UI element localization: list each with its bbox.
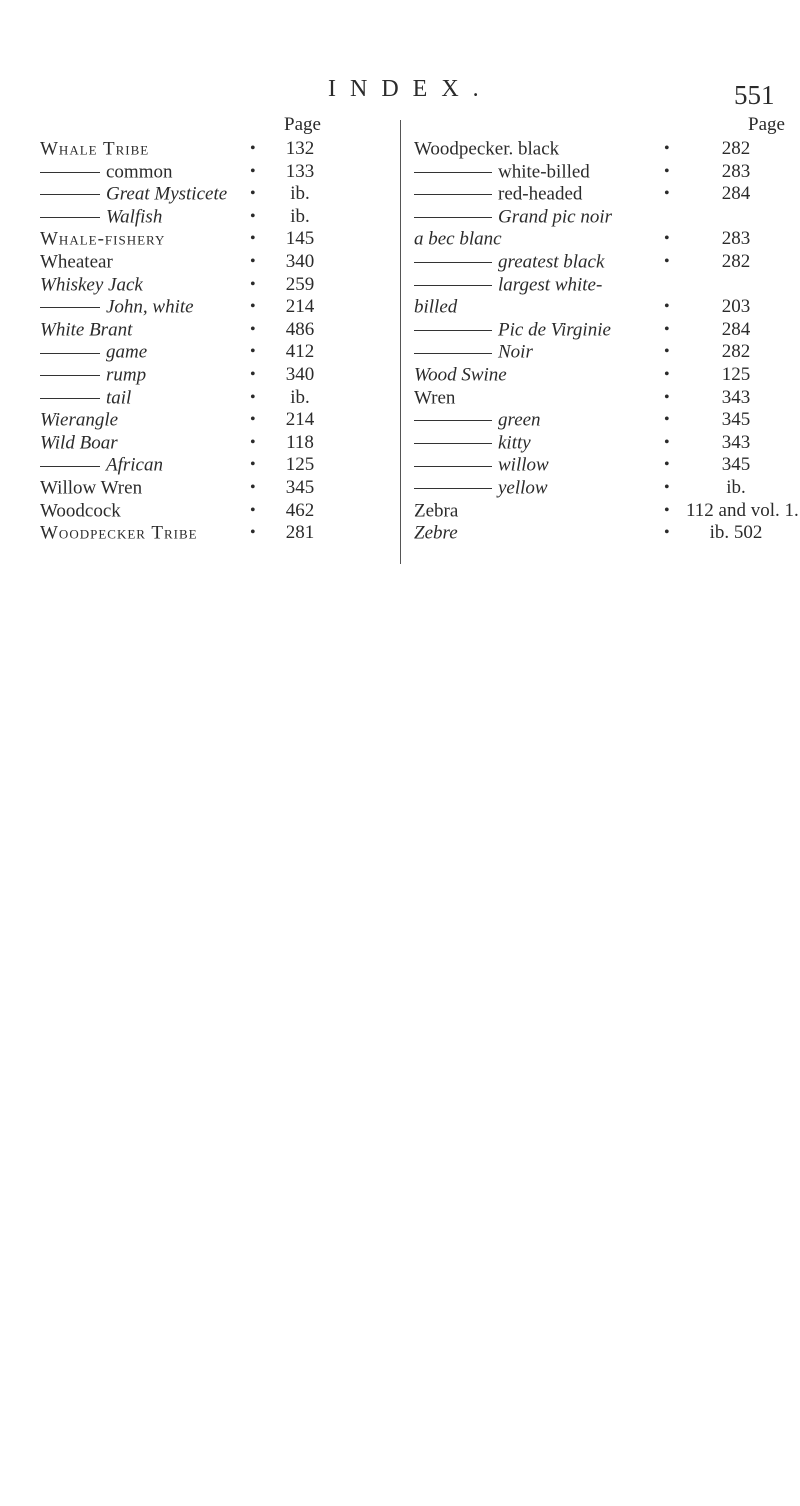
entry-label: Pic de Virginie (498, 319, 611, 341)
index-entry (414, 454, 784, 476)
ditto-rule (414, 172, 492, 173)
leader-dot: • (664, 140, 670, 157)
entry-label: largest white- (498, 274, 603, 296)
entry-page-number: 112 and vol. 1. (686, 499, 799, 521)
entry-page-number: 214 (285, 296, 315, 318)
page-column-heading: Page (748, 114, 785, 135)
header-page-number: 551 (734, 80, 775, 110)
ditto-rule (414, 466, 492, 467)
leader-dot: • (250, 411, 256, 429)
index-entry (414, 228, 784, 250)
leader-dot: • (664, 253, 670, 270)
leader-dot: • (250, 275, 256, 293)
index-entry (414, 522, 784, 544)
entry-page-number: 345 (721, 454, 751, 476)
index-entry (414, 364, 784, 386)
leader-dot: • (664, 456, 670, 474)
index-entry (40, 161, 386, 183)
entry-label: Wren (414, 387, 456, 409)
entry-page-number: 340 (285, 251, 315, 272)
entry-page-number: 145 (285, 228, 315, 250)
index-entry (414, 341, 784, 363)
entry-page-number: 133 (285, 160, 315, 182)
entry-label: Whale-fishery (40, 229, 166, 251)
entry-page-number: 282 (721, 251, 751, 272)
entry-page-number: 132 (285, 138, 315, 159)
leader-dot: • (664, 411, 670, 429)
running-header (0, 72, 800, 108)
entry-label: Walfish (106, 206, 163, 228)
ditto-rule (414, 353, 492, 354)
index-entry (414, 161, 784, 183)
ditto-rule (40, 307, 100, 308)
index-entry (40, 409, 386, 431)
ditto-rule (40, 194, 100, 195)
leader-dot: • (664, 501, 670, 519)
leader-dot: • (664, 388, 670, 406)
leader-dot: • (664, 298, 670, 316)
entry-page-number: 343 (721, 386, 751, 408)
entry-label: willow (498, 455, 549, 477)
entry-label: Whiskey Jack (40, 274, 143, 296)
leader-dot: • (250, 456, 256, 474)
entry-page-number: 281 (285, 522, 315, 544)
entry-label: green (498, 409, 541, 431)
leader-dot: • (250, 433, 256, 451)
ditto-rule (40, 353, 100, 354)
entry-page-number: ib. (726, 477, 746, 498)
entry-label: Woodcock (40, 500, 121, 522)
index-entry (40, 296, 386, 318)
leader-dot: • (250, 388, 256, 406)
entry-page-number: 125 (285, 454, 315, 476)
entry-label: Wood Swine (414, 364, 507, 386)
index-entry (40, 522, 386, 544)
ditto-rule (40, 466, 100, 467)
entry-label: tail (106, 387, 132, 409)
column-divider (400, 120, 401, 564)
leader-dot: • (250, 501, 256, 519)
leader-dot: • (664, 162, 670, 180)
entry-page-number: 343 (721, 431, 751, 453)
index-entry (40, 183, 386, 205)
entry-page-number: 118 (286, 431, 314, 453)
ditto-rule (414, 488, 492, 489)
index-entry (40, 251, 386, 273)
entry-label: Zebre (414, 522, 458, 544)
ditto-rule (40, 172, 100, 173)
index-entry (40, 500, 386, 522)
entry-page-number: 412 (285, 341, 315, 363)
entry-label: African (106, 455, 163, 477)
entry-page-number: ib. (290, 205, 310, 227)
entry-page-number: 340 (285, 364, 315, 385)
entry-label: yellow (498, 477, 548, 499)
entry-label: billed (414, 296, 458, 318)
entry-page-number: ib. 502 (709, 522, 763, 544)
ditto-rule (414, 285, 492, 286)
index-entry (40, 477, 386, 499)
page-column-heading: Page (284, 114, 321, 135)
entry-label: Grand pic noir (498, 206, 612, 228)
entry-label: Noir (498, 342, 533, 364)
entry-label: Wheatear (40, 251, 113, 273)
index-entry (414, 183, 784, 205)
entry-label: Great Mysticete (106, 183, 228, 205)
entry-page-number: 214 (285, 409, 315, 431)
entry-page-number: 259 (285, 273, 315, 295)
entry-label: white-billed (498, 161, 590, 183)
entry-label: Woodpecker. black (414, 138, 560, 160)
entry-page-number: 203 (721, 296, 751, 318)
entry-label: red-headed (498, 183, 583, 205)
index-entry (40, 228, 386, 250)
index-entry (414, 138, 784, 160)
entry-label: kitty (498, 432, 531, 454)
entry-page-number: 345 (721, 409, 751, 431)
entry-label: game (106, 342, 148, 364)
entry-label: rump (106, 364, 147, 386)
ditto-rule (40, 375, 100, 376)
entry-page-number: 284 (721, 318, 751, 340)
ditto-rule (414, 443, 492, 444)
entry-label: White Brant (40, 319, 133, 341)
leader-dot: • (250, 343, 256, 361)
entry-label: greatest black (498, 251, 605, 273)
entry-page-number: 282 (721, 138, 751, 159)
leader-dot: • (250, 524, 256, 542)
leader-dot: • (250, 207, 256, 225)
entry-page-number: 486 (285, 318, 315, 340)
leader-dot: • (250, 298, 256, 316)
leader-dot: • (664, 230, 670, 248)
ditto-rule (40, 217, 100, 218)
leader-dot: • (250, 162, 256, 180)
index-entry (40, 454, 386, 476)
index-entry (40, 387, 386, 409)
entry-page-number: 283 (721, 228, 751, 250)
leader-dot: • (664, 320, 670, 338)
entry-page-number: 462 (285, 499, 315, 521)
entry-page-number: 345 (285, 477, 315, 498)
entry-page-number: 283 (721, 160, 751, 182)
header-title: INDEX. (328, 76, 493, 102)
leader-dot: • (250, 185, 256, 203)
index-entry (414, 296, 784, 318)
entry-page-number: ib. (290, 183, 310, 205)
index-entry (414, 432, 784, 454)
leader-dot: • (664, 185, 670, 203)
ditto-rule (414, 217, 492, 218)
index-entry (40, 364, 386, 386)
entry-label: Whale Tribe (40, 138, 150, 160)
entry-page-number: 125 (721, 364, 751, 385)
entry-label: John, white (106, 296, 194, 318)
index-entry (414, 319, 784, 341)
leader-dot: • (250, 230, 256, 248)
index-entry (40, 138, 386, 160)
index-entry (414, 409, 784, 431)
entry-label: Wierangle (40, 409, 119, 431)
leader-dot: • (664, 524, 670, 542)
index-entry (414, 251, 784, 273)
leader-dot: • (664, 479, 670, 496)
entry-page-number: ib. (290, 386, 310, 408)
entry-label: a bec blanc (414, 229, 502, 251)
ditto-rule (414, 194, 492, 195)
entry-page-number: 282 (721, 341, 751, 363)
ditto-rule (40, 398, 100, 399)
entry-label: Willow Wren (40, 477, 143, 499)
index-entry (40, 341, 386, 363)
leader-dot: • (250, 366, 256, 383)
ditto-rule (414, 262, 492, 263)
leader-dot: • (664, 433, 670, 451)
leader-dot: • (250, 140, 256, 157)
index-entry (40, 319, 386, 341)
leader-dot: • (664, 366, 670, 383)
index-entry (40, 432, 386, 454)
index-entry (414, 499, 799, 522)
entry-label: common (106, 161, 173, 183)
entry-page-number: 284 (721, 183, 751, 205)
ditto-rule (414, 420, 492, 421)
leader-dot: • (250, 320, 256, 338)
leader-dot: • (250, 479, 256, 496)
entry-label: Zebra (414, 500, 459, 522)
index-entry (414, 477, 784, 499)
leader-dot: • (250, 253, 256, 270)
ditto-rule (414, 330, 492, 331)
leader-dot: • (664, 343, 670, 361)
index-entry (414, 206, 784, 228)
entry-label: Wild Boar (40, 432, 118, 454)
index-entry (40, 206, 386, 228)
entry-label: Woodpecker Tribe (40, 522, 198, 544)
index-entry (414, 274, 784, 296)
index-entry (414, 387, 784, 409)
index-entry (40, 274, 386, 296)
